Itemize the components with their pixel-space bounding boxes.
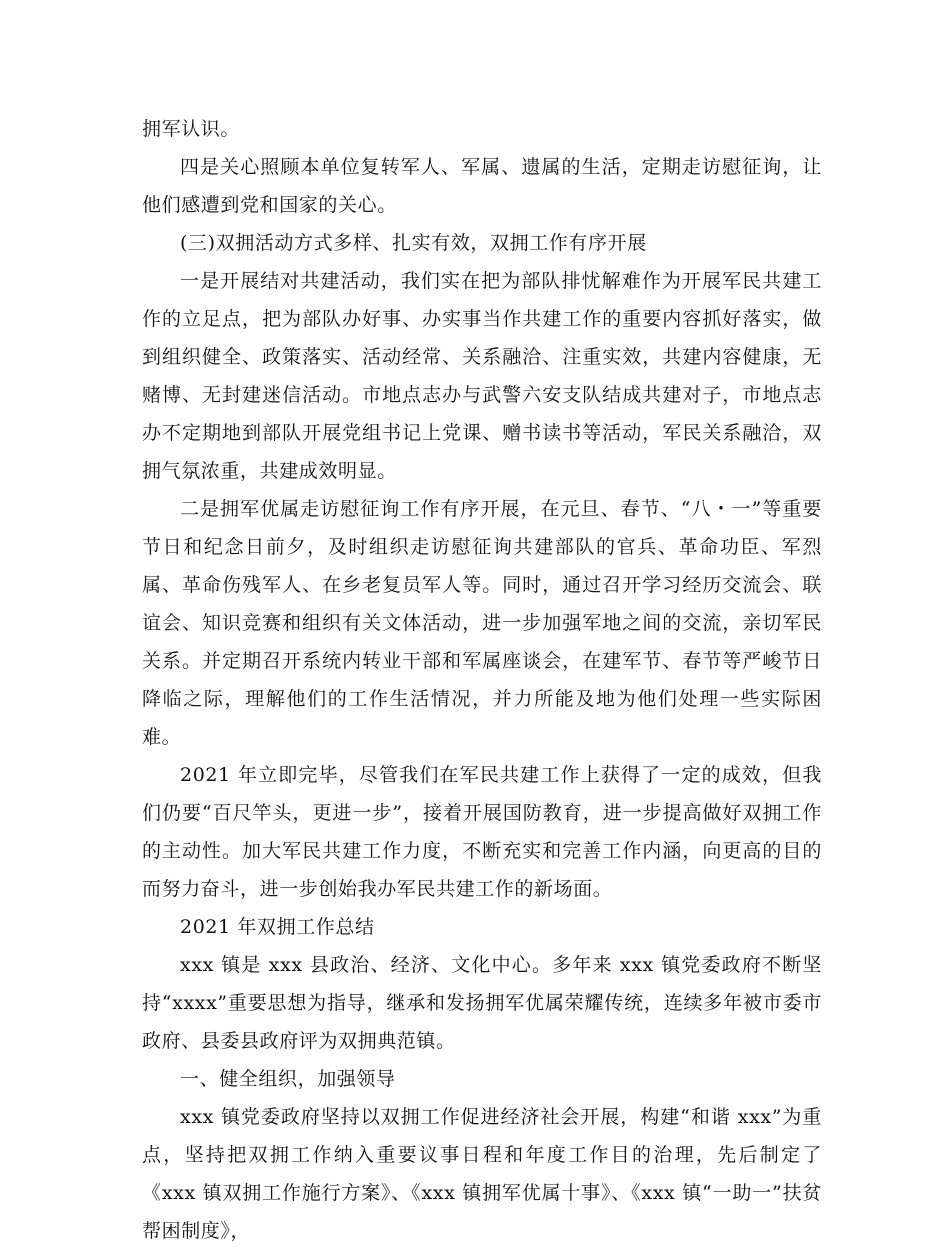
paragraph-year-summary: 2021 年立即完毕，尽管我们在军民共建工作上获得了一定的成效，但我们仍要“百尺竿头，更进一步”，接着开展国防教育，进一步提高做好双拥工作的主动性。加大军民共建工作力度，不断充实和完善工作内涵，向更高的目的而努力奋斗，进一步创始我办军民共建工作的新场面。 [142, 764, 822, 900]
paragraph-care-veterans: 四是关心照顾本单位复转军人、军属、遗属的生活，定期走访慰征询，让他们感遭到党和国家的关心。 [142, 156, 822, 216]
section-heading-organization: 一、健全组织，加强领导 [180, 1068, 396, 1090]
paragraph-town-intro: xxx 镇是 xxx 县政治、经济、文化中心。多年来 xxx 镇党委政府不断坚持“xxxx”重要思想为指导，继承和发扬拥军优属荣耀传统，连续多年被市委市政府、县委县政府评为双拥典范镇。 [142, 954, 822, 1052]
paragraph-visits: 二是拥军优属走访慰征询工作有序开展，在元旦、春节、“八・一”等重要节日和纪念日前夕，及时组织走访慰征询共建部队的官兵、革命功臣、军烈属、革命伤残军人、在乡老复员军人等。同时，通过召开学习经历交流会、联谊会、知识竞赛和组织有关文体活动，进一步加强军地之间的交流，亲切军民关系。并定期召开系统内转业干部和军属座谈会，在建军节、春节等严峻节日降临之际，理解他们的工作生活情况，并力所能及地为他们处理一些实际困难。 [142, 498, 822, 748]
document-title: 2021 年双拥工作总结 [180, 916, 375, 938]
section-heading-activities: (三)双拥活动方式多样、扎实有效，双拥工作有序开展 [180, 232, 647, 254]
paragraph-pairing-activities: 一是开展结对共建活动，我们实在把为部队排忧解难作为开展军民共建工作的立足点，把为部队办好事、办实事当作共建工作的重要内容抓好落实，做到组织健全、政策落实、活动经常、关系融洽、注重实效，共建内容健康，无赌博、无封建迷信活动。市地点志办与武警六安支队结成共建对子，市地点志办不定期地到部队开展党组书记上党课、赠书读书等活动，军民关系融洽，双拥气氛浓重，共建成效明显。 [142, 270, 822, 482]
paragraph-continuation: 拥军认识。 [142, 118, 241, 140]
document-body [142, 110, 822, 1250]
paragraph-organization: xxx 镇党委政府坚持以双拥工作促进经济社会开展，构建“和谐 xxx”为重点，坚持把双拥工作纳入重要议事日程和年度工作目的治理，先后制定了《xxx 镇双拥工作施行方案》、《xxx 镇拥军优属十事》、《xxx 镇“一助一”扶贫帮困制度》， [142, 1106, 822, 1242]
